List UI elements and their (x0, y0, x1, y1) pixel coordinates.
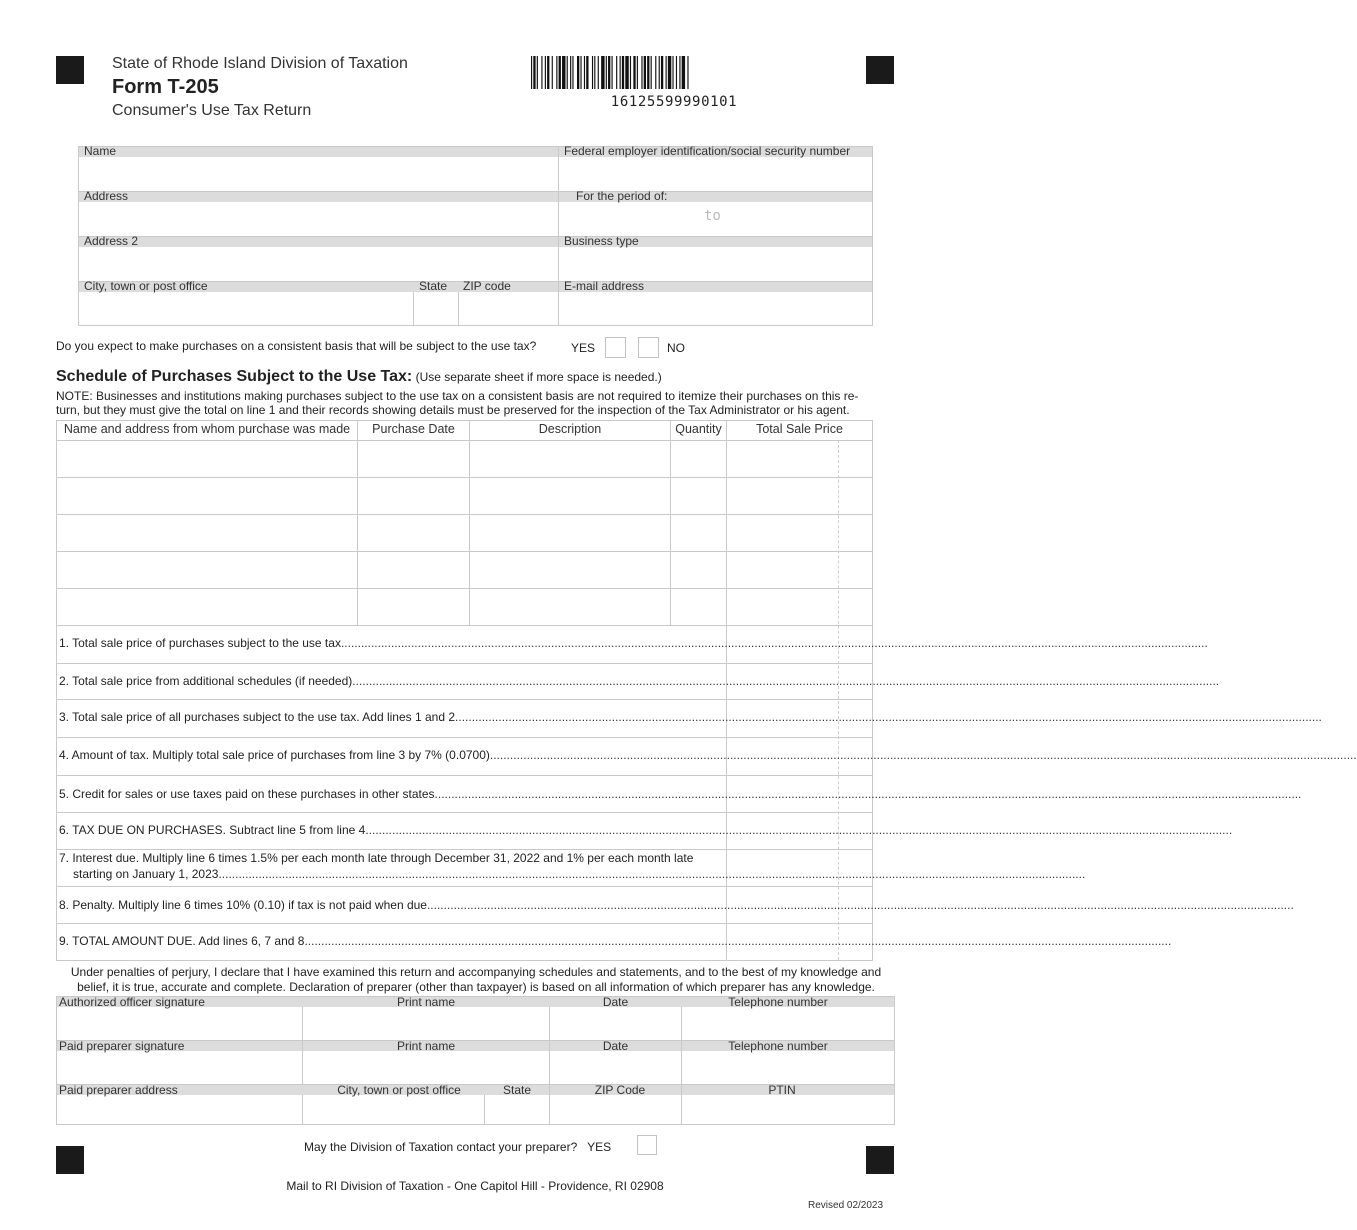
item-row-5-date-field[interactable] (358, 589, 469, 625)
officer-signature-label: Authorized officer signature (59, 995, 205, 1009)
barcode-bar (644, 56, 646, 89)
barcode-bar (616, 56, 617, 89)
barcode-bar (659, 56, 660, 89)
barcode-bar (545, 56, 546, 89)
item-row-2-description-field[interactable] (470, 478, 670, 514)
email-label: E-mail address (564, 279, 645, 293)
line-1-amount-field[interactable] (727, 627, 872, 663)
business-type-field[interactable] (560, 248, 871, 280)
barcode-bar (586, 56, 588, 89)
email-field[interactable] (560, 293, 871, 324)
item-row-2-date-field[interactable] (358, 478, 469, 514)
preparer-telephone-label: Telephone number (728, 1039, 828, 1053)
barcode-bar (666, 56, 667, 89)
barcode-bar (622, 56, 624, 89)
officer-print-name-label: Print name (396, 995, 456, 1009)
item-row-2-total-field[interactable] (727, 478, 872, 514)
registration-mark-bottom-right (866, 1146, 894, 1174)
preparer-zip-field[interactable] (550, 1096, 680, 1124)
barcode-bar (537, 56, 538, 89)
line-6-label (59, 823, 1233, 837)
officer-date-field[interactable] (550, 1008, 680, 1039)
yes-checkbox[interactable] (605, 337, 626, 358)
leader-dots: .................................................................................................................................................................................................................................................................... (426, 898, 1294, 912)
leader-dots: .................................................................................................................................................................................................................................................................... (352, 674, 1220, 688)
item-row-4-date-field[interactable] (358, 552, 469, 588)
item-row-4-description-field[interactable] (470, 552, 670, 588)
item-row-1-total-field[interactable] (727, 441, 872, 477)
leader-dots: .................................................................................................................................................................................................................................................................... (489, 748, 1357, 762)
col-header-vendor: Name and address from whom purchase was made (63, 422, 351, 436)
item-row-1-date-field[interactable] (358, 441, 469, 477)
period-start-field[interactable] (560, 203, 700, 235)
officer-date-label: Date (602, 995, 629, 1009)
line-9-text: 9. TOTAL AMOUNT DUE. Add lines 6, 7 and 8 (59, 934, 305, 948)
item-row-5-description-field[interactable] (470, 589, 670, 625)
zip-field[interactable] (459, 293, 557, 324)
item-row-4-quantity-field[interactable] (671, 552, 726, 588)
line-4-label (59, 748, 1357, 762)
address2-field[interactable] (80, 248, 557, 280)
line-1-text: 1. Total sale price of purchases subject to the use tax (59, 636, 341, 650)
city-field[interactable] (80, 293, 412, 324)
leader-dots: .................................................................................................................................................................................................................................................................... (340, 636, 1208, 650)
line-8-text: 8. Penalty. Multiply line 6 times 10% (0.10) if tax is not paid when due (59, 898, 427, 912)
col-header-date: Purchase Date (372, 422, 455, 436)
barcode-bar (620, 56, 621, 89)
contact-preparer-text: May the Division of Taxation contact your preparer? (304, 1140, 578, 1154)
leader-dots: .................................................................................................................................................................................................................................................................... (434, 787, 1302, 801)
item-row-3-description-field[interactable] (470, 515, 670, 551)
preparer-date-field[interactable] (550, 1052, 680, 1083)
line-3-amount-field[interactable] (727, 700, 872, 737)
ptin-field[interactable] (682, 1096, 893, 1124)
line-5-label (59, 787, 1302, 801)
barcode-bar (612, 56, 613, 89)
item-row-1-vendor-field[interactable] (57, 441, 357, 477)
barcode-bar (679, 56, 680, 89)
fein-field[interactable] (560, 158, 871, 190)
preparer-signature-label: Paid preparer signature (59, 1039, 185, 1053)
item-row-5-total-field[interactable] (727, 589, 872, 625)
item-row-2-quantity-field[interactable] (671, 478, 726, 514)
state-field[interactable] (414, 293, 457, 324)
perjury-declaration (56, 965, 896, 995)
preparer-telephone-field[interactable] (682, 1052, 893, 1083)
fein-label: Federal employer identification/social security number (564, 144, 851, 158)
preparer-print-name-field[interactable] (303, 1052, 548, 1083)
no-label: NO (667, 341, 685, 355)
preparer-date-label: Date (602, 1039, 629, 1053)
line-9-label (59, 934, 1172, 948)
line-2-amount-field[interactable] (727, 664, 872, 699)
ptin-label: PTIN (768, 1083, 796, 1097)
schedule-note-line2: turn, but they must give the total on line 1 and their records showing details must be preserved for the inspection of the Tax Administrator or his agent. (56, 403, 850, 417)
line-7-amount-field[interactable] (727, 850, 872, 886)
barcode-bar (592, 56, 593, 89)
barcode-bar (637, 56, 638, 89)
barcode-bar (668, 56, 671, 89)
label-bar-row3 (79, 234, 872, 248)
officer-print-name-field[interactable] (303, 1008, 548, 1039)
contact-preparer-question (304, 1140, 611, 1154)
officer-signature-field[interactable] (58, 1008, 301, 1039)
registration-mark-top-left (56, 56, 84, 84)
address2-label: Address 2 (84, 234, 139, 248)
line-6-text: 6. TAX DUE ON PURCHASES. Subtract line 5 from line 4 (59, 823, 366, 837)
barcode-bar (630, 56, 631, 89)
barcode-number: 16125599990101 (610, 94, 738, 110)
barcode-bar (547, 56, 549, 89)
barcode-bar (606, 56, 607, 89)
period-label: For the period of: (576, 189, 668, 203)
registration-mark-bottom-left (56, 1146, 84, 1174)
barcode-bar (567, 56, 568, 89)
officer-telephone-field[interactable] (682, 1008, 893, 1039)
address-label: Address (84, 189, 129, 203)
line-2-text: 2. Total sale price from additional schedules (if needed) (59, 674, 353, 688)
line-8-amount-field[interactable] (727, 887, 872, 923)
revision-date: Revised 02/2023 (808, 1200, 884, 1211)
barcode (531, 56, 817, 89)
contact-preparer-yes-checkbox[interactable] (637, 1135, 657, 1155)
barcode-bar (641, 56, 642, 89)
item-row-4-vendor-field[interactable] (57, 552, 357, 588)
preparer-state-field[interactable] (485, 1096, 548, 1124)
barcode-bar (533, 56, 535, 89)
barcode-bar (577, 56, 579, 89)
line-6-amount-field[interactable] (727, 813, 872, 849)
barcode-bar (580, 56, 581, 89)
no-checkbox[interactable] (638, 337, 659, 358)
name-field[interactable] (80, 158, 557, 190)
barcode-bar (661, 56, 663, 89)
period-end-field[interactable] (730, 203, 871, 235)
line-7-label (59, 851, 725, 865)
leader-dots: .................................................................................................................................................................................................................................................................... (365, 823, 1233, 837)
barcode-bar (633, 56, 635, 89)
barcode-bar (601, 56, 604, 89)
line-1-label (59, 636, 1208, 650)
preparer-address-field[interactable] (58, 1096, 301, 1124)
barcode-bar (594, 56, 595, 89)
consistent-purchases-question: Do you expect to make purchases on a consistent basis that will be subject to the use tax? (56, 339, 537, 353)
leader-dots: .................................................................................................................................................................................................................................................................... (304, 934, 1172, 948)
item-row-3-vendor-field[interactable] (57, 515, 357, 551)
item-row-1-quantity-field[interactable] (671, 441, 726, 477)
form-subtitle: Consumer's Use Tax Return (112, 102, 312, 119)
preparer-signature-field[interactable] (58, 1052, 301, 1083)
form-title: Form T-205 (112, 76, 219, 98)
yes-label: YES (571, 341, 596, 355)
preparer-city-field[interactable] (303, 1096, 483, 1124)
line-2-label (59, 674, 1220, 688)
item-row-5-vendor-field[interactable] (57, 589, 357, 625)
barcode-bar (562, 56, 565, 89)
barcode-bar (541, 56, 542, 89)
divider (79, 191, 872, 192)
barcode-bar (651, 56, 652, 89)
preparer-address-label: Paid preparer address (59, 1083, 178, 1097)
barcode-bar (647, 56, 649, 89)
line-9-amount-field[interactable] (727, 924, 872, 960)
preparer-state-label: State (502, 1083, 532, 1097)
item-row-3-total-field[interactable] (727, 515, 872, 551)
barcode-bar (672, 56, 673, 89)
schedule-note-line1: NOTE: Businesses and institutions making purchases subject to the use tax on a consistent basis are not required to itemize their purchases on this re- (56, 389, 859, 403)
barcode-bar (559, 56, 561, 89)
line-4-amount-field[interactable] (727, 738, 872, 775)
city-label: City, town or post office (84, 279, 208, 293)
barcode-bar (570, 56, 571, 89)
barcode-bar (572, 56, 573, 89)
officer-telephone-label: Telephone number (728, 995, 828, 1009)
barcode-bar (676, 56, 677, 89)
line-7-text: 7. Interest due. Multiply line 6 times 1.5% per each month late through December 31, 2022 and 1% per each month late (59, 851, 694, 865)
line-4-text: 4. Amount of tax. Multiply total sale price of purchases from line 3 by 7% (0.0700) (59, 748, 490, 762)
name-label: Name (84, 144, 117, 158)
schedule-title: Schedule of Purchases Subject to the Use Tax: (56, 368, 413, 385)
col-header-total: Total Sale Price (756, 422, 843, 436)
divider (57, 625, 872, 626)
line-3-label (59, 710, 1322, 724)
business-type-label: Business type (564, 234, 639, 248)
barcode-bar (682, 56, 685, 89)
line-7-continuation (73, 867, 1086, 881)
leader-dots: .................................................................................................................................................................................................................................................................... (218, 867, 1086, 881)
item-row-1-description-field[interactable] (470, 441, 670, 477)
line-7-text-cont: starting on January 1, 2023 (73, 867, 219, 881)
barcode-bar (598, 56, 599, 89)
agency-name: State of Rhode Island Division of Taxation (112, 55, 408, 72)
preparer-zip-label: ZIP Code (594, 1083, 646, 1097)
declaration-line2: belief, it is true, accurate and complete. Declaration of preparer (other than taxpayer) is based on all information of which preparer has any knowledge. (77, 980, 875, 994)
item-row-2-vendor-field[interactable] (57, 478, 357, 514)
leader-dots: .................................................................................................................................................................................................................................................................... (455, 710, 1322, 724)
mailing-address: Mail to RI Division of Taxation - One Capitol Hill - Providence, RI 02908 (286, 1179, 664, 1193)
item-row-3-date-field[interactable] (358, 515, 469, 551)
item-row-4-total-field[interactable] (727, 552, 872, 588)
divider (79, 236, 872, 237)
barcode-bar (687, 56, 688, 89)
barcode-bar (608, 56, 610, 89)
item-row-3-quantity-field[interactable] (671, 515, 726, 551)
line-3-text: 3. Total sale price of all purchases subject to the use tax. Add lines 1 and 2 (59, 710, 456, 724)
col-header-quantity: Quantity (675, 422, 722, 436)
declaration-line1: Under penalties of perjury, I declare that I have examined this return and accompanying schedules and statements, and to the best of my knowledge and (70, 965, 882, 979)
line-5-amount-field[interactable] (727, 776, 872, 812)
contact-preparer-yes-label: YES (587, 1140, 612, 1154)
barcode-bar (584, 56, 585, 89)
period-to-label: to (704, 208, 721, 224)
item-row-5-quantity-field[interactable] (671, 589, 726, 625)
registration-mark-top-right (866, 56, 894, 84)
barcode-bar (625, 56, 628, 89)
zip-label: ZIP code (463, 279, 511, 293)
barcode-bar (556, 56, 557, 89)
schedule-subtitle: (Use separate sheet if more space is needed.) (415, 370, 662, 384)
preparer-print-name-label: Print name (396, 1039, 456, 1053)
barcode-bar (531, 56, 532, 89)
barcode-bar (655, 56, 656, 89)
schedule-heading (56, 368, 662, 386)
col-header-description: Description (538, 422, 602, 436)
schedule-note (56, 389, 896, 417)
preparer-city-label: City, town or post office (337, 1083, 461, 1097)
label-bar-row2 (79, 189, 872, 203)
line-5-text: 5. Credit for sales or use taxes paid on these purchases in other states (59, 787, 435, 801)
barcode-bar (552, 56, 553, 89)
line-8-label (59, 898, 1294, 912)
address-field[interactable] (80, 203, 557, 235)
state-label: State (419, 279, 448, 293)
